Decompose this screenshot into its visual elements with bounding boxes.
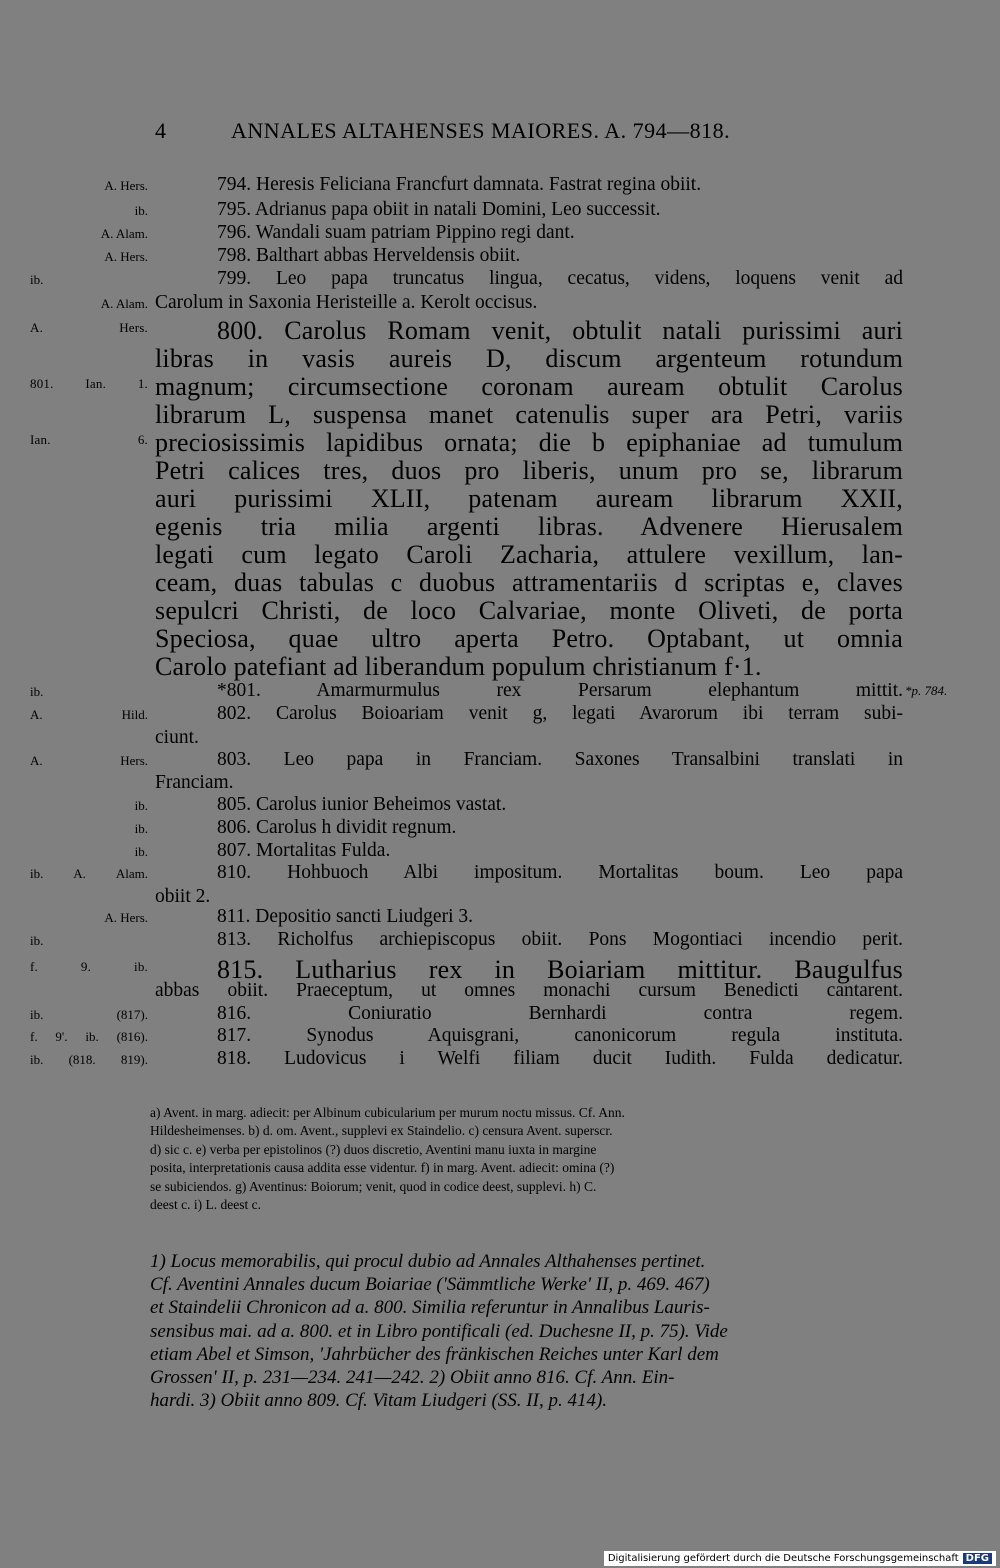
text-line: [155, 456, 903, 484]
annal-text: obiit 2.: [155, 886, 211, 907]
annal-text: Speciosa, quae ultro aperta Petro. Optabant, ut omnia: [155, 624, 903, 653]
source-marginal-note: A. Hers.: [104, 178, 148, 193]
annal-text: *801. Amarmurmulus rex Persarum elephantum mittit.: [217, 680, 903, 701]
critical-note-line: se subiciendos. g) Aventinus: Boiorum; venit, quod in codice deest, supplevi. h) C.: [150, 1178, 597, 1194]
text-line: [155, 568, 903, 596]
critical-note-line: posita, interpretationis causa addita esse videntur. f) in marg. Avent. adiecit: omina (?): [150, 1160, 615, 1176]
dfg-logo: DFG: [963, 1553, 992, 1564]
text-line: [155, 540, 903, 568]
text-line: [155, 652, 903, 680]
annal-text: 803. Leo papa in Franciam. Saxones Transalbini translati in: [217, 749, 903, 770]
text-line: [30, 372, 903, 401]
text-line: [155, 624, 903, 652]
text-line: [155, 512, 903, 540]
source-marginal-note: ib. A. Alam.: [30, 866, 148, 881]
source-marginal-note: ib. (818. 819).: [30, 1052, 148, 1067]
annal-text: 805. Carolus iunior Beheimos vastat.: [217, 794, 507, 815]
text-line: [30, 428, 903, 457]
annal-text: 799. Leo papa truncatus lingua, cecatus, videns, loquens venit ad: [217, 268, 903, 289]
text-line: [30, 1048, 903, 1076]
text-line: [30, 316, 903, 345]
annal-text: egenis tria milia argenti libras. Advenere Hierusalem: [155, 512, 903, 541]
footnote-line: 1) Locus memorabilis, qui procul dubio ad Annales Althahenses pertinet.: [150, 1251, 706, 1272]
annal-text: 811. Depositio sancti Liudgeri 3.: [217, 906, 473, 927]
text-line: [155, 596, 903, 624]
text-line: [104, 174, 903, 202]
source-marginal-note: ib.: [30, 272, 44, 287]
annal-text: ciunt.: [155, 727, 199, 748]
text-line: [30, 955, 903, 984]
source-marginal-note: A. Hers.: [104, 249, 148, 264]
annal-text: 794. Heresis Feliciana Francfurt damnata. Fastrat regina obiit.: [217, 174, 702, 195]
text-line: [155, 400, 903, 428]
footnotes: [150, 1250, 905, 1412]
footnote-line: Grossen' II, p. 231—234. 241—242. 2) Obiit anno 816. Cf. Ann. Ein-: [150, 1367, 675, 1389]
annal-text: 795. Adrianus papa obiit in natali Domini, Leo successit.: [217, 199, 661, 220]
source-marginal-note: 801. Ian. 1.: [30, 376, 148, 391]
critical-note-line: a) Avent. in marg. adiecit: per Albinum cubicularium per murum noctu missus. Cf. Ann.: [150, 1105, 625, 1120]
annal-text: 810. Hohbuoch Albi impositum. Mortalitas boum. Leo papa: [217, 862, 903, 883]
critical-note-line: deest c. i) L. deest c.: [150, 1197, 261, 1213]
annal-text: 806. Carolus h dividit regnum.: [217, 817, 457, 838]
footnote-line: et Staindelii Chronicon ad a. 800. Similia referuntur in Annalibus Lauris-: [150, 1297, 710, 1319]
source-marginal-note: ib.: [134, 844, 148, 859]
margin-page-ref: *p. 784.: [905, 683, 948, 698]
annal-text: legati cum legato Caroli Zacharia, attulere vexillum, lan-: [155, 540, 903, 569]
footnote-line: Cf. Aventini Annales ducum Boiariae ('Sämmtliche Werke' II, p. 469. 467): [150, 1274, 710, 1296]
annal-text: Franciam.: [155, 772, 234, 793]
annal-text: Carolo patefiant ad liberandum populum christianum f·1.: [155, 652, 762, 681]
page-header: [155, 118, 905, 148]
footnote-line: etiam Abel et Simson, 'Jahrbücher des fränkischen Reiches unter Karl dem: [150, 1343, 719, 1365]
critical-note-line: d) sic c. e) verba per epistolinos (?) duos discretio, Aventini manu iuxta in margine: [150, 1141, 597, 1157]
source-marginal-note: ib.: [134, 821, 148, 836]
page-title: ANNALES ALTAHENSES MAIORES. A. 794—818.: [231, 118, 731, 143]
source-marginal-note: A. Hild.: [30, 707, 148, 722]
critical-note-line: Hildesheimenses. b) d. om. Avent., supplevi ex Staindelio. c) censura Avent. superscr.: [150, 1123, 613, 1139]
annal-text: preciosissimis lapidibus ornata; die b epiphaniae ad tumulum: [155, 428, 903, 457]
annal-text: Carolum in Saxonia Heristeille a. Kerolt occisus.: [155, 292, 538, 313]
annal-text: Petri calices tres, duos pro liberis, unum pro se, librarum: [155, 456, 903, 485]
annal-text: 815. Lutharius rex in Boiariam mittitur. Baugulfus: [217, 955, 903, 984]
annal-text: 816. Coniuratio Bernhardi contra regem.: [217, 1003, 903, 1024]
source-marginal-note: A. Alam.: [100, 296, 148, 311]
annal-text: 802. Carolus Boioariam venit g, legati Avarorum ibi terram subi-: [217, 703, 903, 724]
text-line: [30, 929, 903, 957]
source-marginal-note: A. Alam.: [100, 226, 148, 241]
footnote-line: sensibus mai. ad a. 800. et in Libro pontificali (ed. Duchesne II, p. 75). Vide: [150, 1320, 728, 1342]
annal-text: 813. Richolfus archiepiscopus obiit. Pons Mogontiaci incendio perit.: [217, 929, 903, 950]
source-marginal-note: ib.: [30, 933, 44, 948]
source-marginal-note: ib. (817).: [30, 1007, 148, 1022]
annal-text: 818. Ludovicus i Welfi filiam ducit Iudith. Fulda dedicatur.: [217, 1048, 903, 1069]
annal-text: ceam, duas tabulas c duobus attramentariis d scriptas e, claves: [155, 568, 903, 597]
annal-text: magnum; circumsectione coronam auream obtulit Carolus: [155, 372, 903, 401]
page-number: 4: [155, 118, 167, 143]
source-marginal-note: f. 9. ib.: [30, 959, 148, 974]
annal-text: 817. Synodus Aquisgrani, canonicorum regula instituta.: [217, 1025, 903, 1046]
annal-text: librarum L, suspensa manet catenulis super ara Petri, variis: [155, 400, 903, 429]
source-marginal-note: Ian. 6.: [30, 432, 148, 447]
source-marginal-note: A. Hers.: [30, 320, 148, 335]
annal-text: 798. Balthart abbas Herveldensis obiit.: [217, 245, 521, 266]
annal-text: libras in vasis aureis D, discum argenteum rotundum: [155, 344, 903, 373]
critical-apparatus: [150, 1104, 905, 1214]
annal-text: 796. Wandali suam patriam Pippino regi dant.: [217, 222, 575, 243]
annal-text: auri purissimi XLII, patenam auream librarum XXII,: [155, 484, 903, 513]
annal-text: sepulcri Christi, de loco Calvariae, monte Oliveti, de porta: [155, 596, 903, 625]
source-marginal-note: A. Hers.: [30, 753, 148, 768]
text-line: [155, 344, 903, 372]
source-marginal-note: ib.: [134, 203, 148, 218]
annal-text: 807. Mortalitas Fulda.: [217, 840, 391, 861]
credit-text: Digitalisierung gefördert durch die Deutsche Forschungsgemeinschaft: [607, 1553, 959, 1564]
text-line: [155, 484, 903, 512]
source-marginal-note: f. 9'. ib. (816).: [30, 1029, 148, 1044]
annal-text: 800. Carolus Romam venit, obtulit natali purissimi auri: [217, 316, 903, 345]
footnote-line: hardi. 3) Obiit anno 809. Cf. Vitam Liudgeri (SS. II, p. 414).: [150, 1390, 608, 1412]
source-marginal-note: ib.: [134, 798, 148, 813]
annal-text: abbas obiit. Praeceptum, ut omnes monachi cursum Benedicti cantarent.: [155, 980, 903, 1001]
source-marginal-note: ib.: [30, 684, 44, 699]
digitization-credit[interactable]: [604, 1551, 996, 1566]
source-marginal-note: A. Hers.: [104, 910, 148, 925]
